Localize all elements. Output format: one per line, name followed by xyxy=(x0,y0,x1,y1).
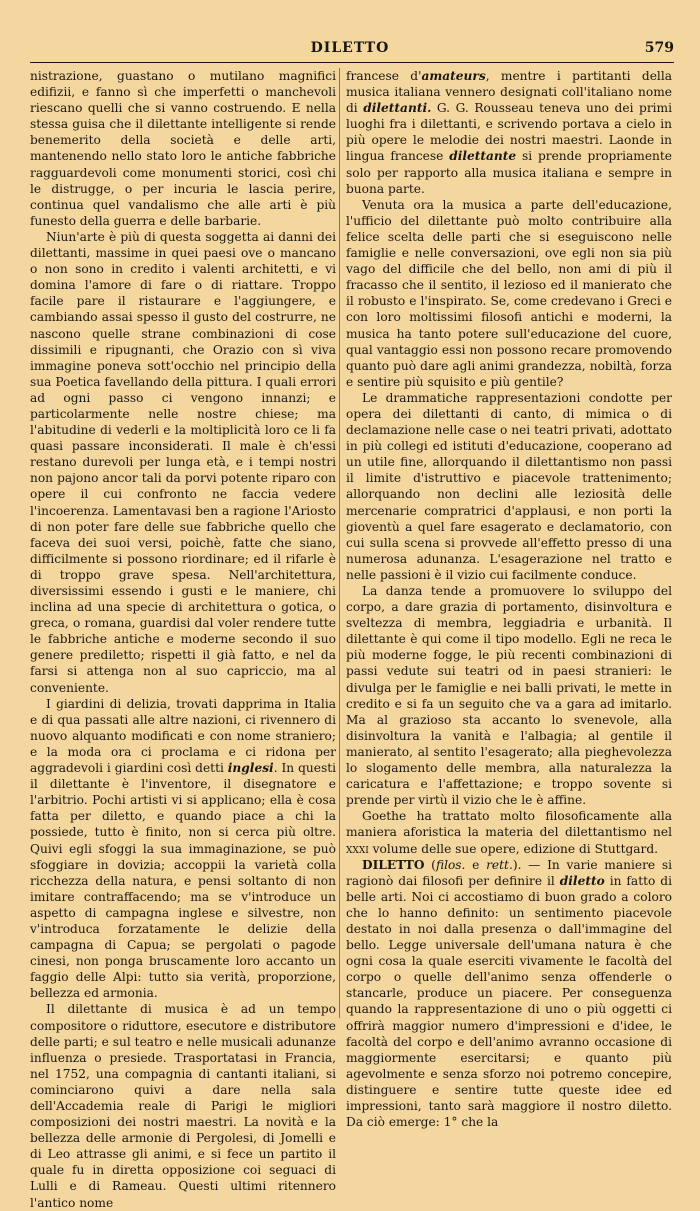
page-number: 579 xyxy=(644,40,674,56)
text-run: ( xyxy=(424,857,436,872)
left-column xyxy=(30,68,336,1210)
text-run: Goethe ha trattato molto filosoficamente alla maniera aforistica la materia del dilettantismo nel xyxy=(346,809,672,840)
emphasis: inglesi xyxy=(227,761,274,776)
paragraph xyxy=(346,808,672,856)
paragraph: Le drammatiche rappresentazioni condotte per opera dei dilettanti di canto, di mimica o di declamazione nelle case o nei teatri privati, adottato in più collegi ed istituti d'educazione, cooperano ad un utile fine, allorquando il dilettantismo non passi il limite d'istruttivo e piacevole trattenimento; allorquando non declini alle leziosità delle mercenarie compratrici d'applausi, e non porti la gioventù a quel fare esagerato e declamatorio, con cui sulla scena si provvede all'effetto presso di una numerosa adunanza. L'esagerazione nel tratto e nelle passioni è il vizio cui facilmente conduce. xyxy=(346,390,672,582)
text-run: volume delle sue opere, edizione di Stuttgard. xyxy=(368,841,659,856)
paragraph: Niun'arte è più di questa soggetta ai danni dei dilettanti, massime in quei paesi ove o mancano o non sono in credito i valenti architetti, e vi domina l'amore di fare o di riattare. Troppo facile pare il ristaurare e l'aggiungere, e cambiando assai spesso il gusto del costrurre, ne nascono quelle strane combinazioni di cose dissimili e ripugnanti, che Orazio con sì viva immagine poneva sott'occhio nel principio della sua Poetica favellando della pittura. I quali errori ad ogni passo ci vengono innanzi; e particolarmente nelle nostre chiese; ma l'abitudine di vederli e la moltiplicità loro ce li fa quasi passare inconsiderati. Il male è ch'essi restano durevoli per lunga età, e i tempi nostri non pajono ancor tali da porvi potente riparo con opere il cui confronto ne faccia vedere l'incoerenza. Lamentavasi ben a ragione l'Ariosto di non poter fare delle sue fabbriche quello che faceva dei suoi versi, poichè, fatte che siano, difficilmente si possono riordinare; ed il rifarle è di troppo grave spesa. Nell'architettura, diversissimi essendo i gusti e le maniere, chi inclina ad una specie di architettura o gotica, o greca, o romana, guardisi dal voler rendere tutte le fabbriche antiche e moderne secondo il suo genere prediletto; rispetti il già fatto, e nel da farsi si attenga non al suo capriccio, ma al conveniente. xyxy=(30,229,336,695)
entry-paragraph xyxy=(346,857,672,1131)
emphasis: diletto xyxy=(559,873,605,888)
paragraph xyxy=(30,696,336,1002)
roman-numeral: xxxi xyxy=(346,841,369,856)
text-run: I giardini di delizia, trovati dapprima in Italia e di qua passati alle altre nazioni, ci rivennero di nuovo alquanto modificati e con nome straniero; e la moda ora ci proclama e ci ridona per aggradevoli i giardini così detti xyxy=(30,696,336,776)
text-run: e xyxy=(465,857,487,872)
text-run: . In questi il dilettante è l'inventore, il disegnatore e l'arbitrio. Pochi artisti vi si applicano; ella è cosa fatta per diletto, e quando piace a chi la possiede, tutto è finito, non si cerca più oltre. Quivi egli sfoggi la sua immaginazione, se può sfoggiare in dovizia; accoppii la varietà colla ricchezza della natura, e pensi soltanto di non imitare contraffacendo; ma se v'introduce un aspetto di campagna inglese e silvestre, non v'introduca forzatamente le delizie della campagna di Capua; se pergolati o pagode cinesi, non ponga bruscamente loro accanto un faggio delle Alpi: tutto sia verità, proporzione, bellezza ed armonia. xyxy=(30,761,336,1001)
paragraph: Il dilettante di musica è ad un tempo compositore o riduttore, esecutore e distributore delle parti; e sul teatro e nelle musicali adunanze influenza o presiede. Trasportatasi in Francia, nel 1752, una compagnia di cantanti italiani, si cominciarono quivi a dare nella sala dell'Accademia reale di Parigi le migliori composizioni dei nostri maestri. La novità e la bellezza delle armonie di Pergolesi, di Jomelli e di Leo attrasse gli animi, e si fece un partito il quale fu in diretta opposizione coi seguaci di Lulli e di Rameau. Questi ultimi ritennero l'antico nome xyxy=(30,1002,336,1210)
entry-headword: DILETTO xyxy=(362,857,425,872)
text-run: si prende propriamente solo per rapporto alla musica italiana e sempre in buona parte. xyxy=(346,149,672,196)
emphasis: amateurs xyxy=(421,69,486,83)
column-divider xyxy=(339,68,340,1018)
running-header xyxy=(0,40,700,62)
text-run: , mentre i partitanti della musica italiana vennero designati coll'italiano nome di xyxy=(346,69,672,116)
paragraph: Venuta ora la musica a parte dell'educazione, l'ufficio del dilettante può molto contribuire alla felice scelta delle parti che si eseguiscono nelle famiglie e nelle conversazioni, ove egli non sia più vago del difficile che del bello, non ami di più il fracasso che il sentito, il lezioso ed il manierato che il robusto e l'inspirato. Se, come credevano i Greci e con loro moltissimi filosofi antichi e moderni, la musica ha tanto potere sull'educazione del cuore, qual vantaggio essi non possono recare promovendo quanto può dare agli animi grandezza, nobiltà, forza e sentire più squisito e più gentile? xyxy=(346,197,672,389)
paragraph: La danza tende a promuovere lo sviluppo del corpo, a dare grazia di portamento, disinvoltura e sveltezza di membra, leggiadria e urbanità. Il dilettante è qui come il tipo modello. Egli ne reca le più moderne fogge, le più recenti combinazioni di passi vedute sui teatri od in paesi stranieri: le divulga per le famiglie e nei balli privati, le mette in credito e si fa un seguito che va a gara ad imitarlo. Ma al grazioso sta accanto lo svenevole, alla disinvoltura la vanità e l'albagia; al gentile il manierato, al sentito l'esagerato; alla pieghevolezza lo slogamento delle membra, alla naturalezza la caricatura e l'affettazione; e troppo sovente si prende per virtù il vizio che le è affine. xyxy=(346,584,672,808)
text-run: francese d' xyxy=(346,69,422,83)
header-rule xyxy=(30,62,674,63)
paragraph xyxy=(346,68,672,197)
abbreviation: rett. xyxy=(486,857,513,872)
paragraph: nistrazione, guastano o mutilano magnifici edifizii, e fanno sì che imperfetti o manchevoli riescano quelli che si vanno costruendo. E nella stessa guisa che il dilettante intelligente si rende benemerito della società e delle arti, mantenendo nello stato loro le antiche fabbriche ragguardevoli come monumenti storici, così chi le distrugge, o per incuria le lascia perire, continua quel vandalismo che alle arti è più funesto della guerra e delle barbarie. xyxy=(30,69,336,228)
text-run: ). — In varie maniere si ragionò dai filosofi per definire il xyxy=(346,857,672,888)
text-run: in fatto di belle arti. Noi ci accostiamo di buon grado a coloro che lo hanno definito: un sentimento piacevole destato in noi dalla presenza o dall'immagine del bello. Legge universale dell'umana natura è che ogni cosa la quale eserciti vivamente le facoltà del corpo o quelle dell'animo senza offenderle o stancarle, produce un piacere. Per conseguenza quando la rappresentazione di uno o più oggetti ci offrirà maggior numero d'impressioni e d'idee, le facoltà del corpo e dell'animo avranno occasione di maggiormente esercitarsi; e quanto più agevolmente e senza sforzo noi potremo concepire, distinguere e sentire tutte queste idee ed impressioni, tanto sarà maggiore il nostro diletto. Da ciò emerge: 1° che la xyxy=(346,873,672,1130)
emphasis: dilettante xyxy=(449,149,517,164)
emphasis: dilettanti. xyxy=(363,101,432,116)
page-title: DILETTO xyxy=(310,40,390,56)
abbreviation: filos. xyxy=(435,857,466,872)
right-column xyxy=(346,68,673,1130)
text-run: G. G. Rousseau teneva uno dei primi luoghi fra i dilettanti, e scrivendo portava a cielo in più opere le melodie dei nostri maestri. Laonde in lingua francese xyxy=(346,101,673,164)
